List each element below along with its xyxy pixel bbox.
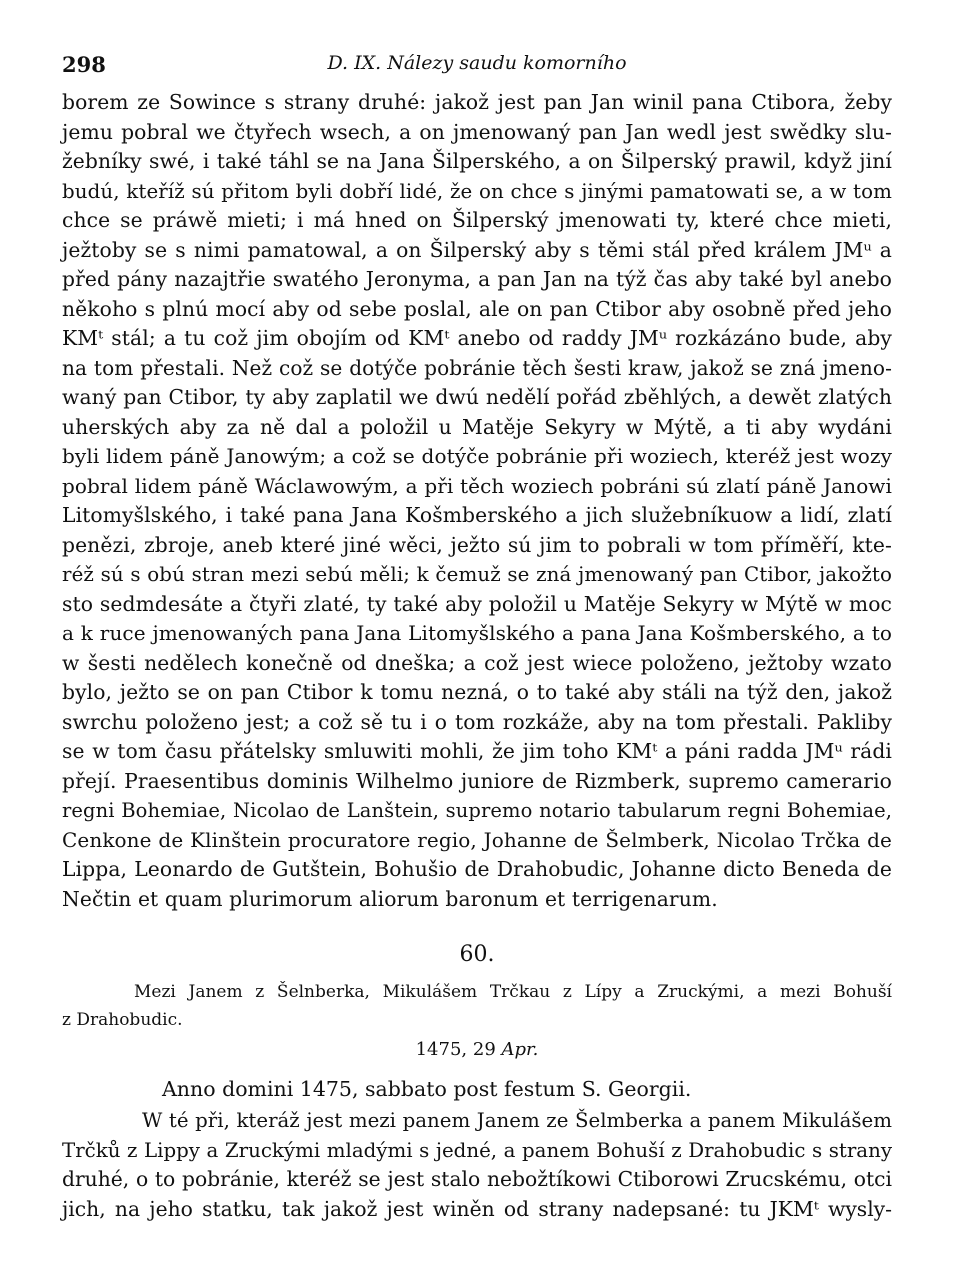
text-line: bylo, ježto se on pan Ctibor k tomu nezná, o to také aby stáli na týž den, jakož (62, 680, 892, 704)
text-line: sto sedmdesáte a čtyři zlaté, ty také aby položil u Matěje Sekyry w Mýtě w moc (62, 591, 892, 616)
text-line: swrchu položeno jest; a což sě tu i o tom rozkáže, aby na tom přestali. Pakliby (62, 709, 892, 734)
text-line: Litomyšlského, i také pana Jana Košmberského a jich služebníkuow a lidí, zlatí (62, 503, 892, 527)
document-date (62, 1036, 892, 1064)
document-regest (62, 978, 892, 1034)
text-line: druhé, o to pobránie, kteréž se jest stalo nebožtíkowi Ctiborowi Zrucskému, otci (62, 1167, 892, 1191)
date-year: 1475, 29 (415, 1039, 496, 1060)
page-number: 298 (62, 52, 106, 77)
text-line: byli lidem páně Janowým; a což se dotýče pobránie při woziech, kteréž jest wozy (62, 444, 892, 468)
text-line: přejí. Praesentibus dominis Wilhelmo juniore de Rizmberk, supremo camerario (62, 768, 892, 793)
text-line: budú, kteříž sú přitom byli dobří lidé, že on chce s jinými pamatowati se, a w tom (62, 179, 892, 203)
document-paragraph (62, 1106, 892, 1224)
text-line: W té při, kteráž jest mezi panem Janem ze Šelmberka a panem Mikulášem (142, 1109, 892, 1132)
text-line: jich, na jeho statku, tak jakož jest winěn od strany nadepsané: tu JKMᵗ wysly- (62, 1196, 892, 1221)
running-title: D. IX. Nálezy saudu komorního (327, 52, 627, 74)
text-line: waný pan Ctibor, ty aby zaplatil we dwú nedělí pořád zběhlých, a dewět zlatých (62, 385, 892, 409)
running-head (62, 44, 892, 84)
regest-line: z Drahobudic. (62, 1010, 183, 1030)
text-line: Lippa, Leonardo de Gutštein, Bohušio de Drahobudic, Johanne dicto Beneda de (62, 857, 892, 881)
text-line: ježtoby se s nimi pamatowal, a on Šilperský aby s těmi stál před králem JMᵘ a (62, 237, 892, 262)
text-line: chce se práwě mieti; i má hned on Šilperský jmenowati ty, které chce mieti, (62, 208, 892, 232)
text-line: někoho s plnú mocí aby od sebe poslal, ale on pan Ctibor aby osobně před jeho (62, 296, 892, 321)
text-line: Nečtin et quam plurimorum aliorum baronum et terrigenarum. (62, 886, 718, 911)
text-line: Trčků z Lippy a Zruckými mladými s jedné, a panem Bohuší z Drahobudic s strany (62, 1138, 892, 1162)
text-line: uherských aby za ně dal a položil u Matěje Sekyry w Mýtě, a ti aby wydáni (62, 414, 892, 439)
date-month: Apr. (501, 1039, 539, 1060)
text-line: réž sú s obú stran mezi sebú měli; k čemuž se zná jmenowaný pan Ctibor, jakožto (62, 563, 892, 586)
text-line: jemu pobral we čtyřech wsech, a on jmenowaný pan Jan wedl jest swědky slu- (62, 119, 892, 144)
text-line: před pány nazajtřie swatého Jeronyma, a pan Jan na týž čas aby také byl anebo (62, 267, 892, 291)
document-number: 60. (459, 942, 495, 967)
main-text (62, 88, 892, 914)
text-line: regni Bohemiae, Nicolao de Lanštein, supremo notario tabularum regni Bohemiae, (62, 799, 892, 822)
text-line: borem ze Sowince s strany druhé: jakož jest pan Jan winil pana Ctibora, žeby (62, 90, 892, 114)
text-line: Cenkone de Klinštein procuratore regio, Johanne de Šelmberk, Nicolao Trčka de (62, 827, 892, 852)
text-line: na tom přestali. Než což se dotýče pobránie těch šesti kraw, jakož se zná jmeno- (62, 355, 892, 380)
text-line: žebníky swé, i také táhl se na Jana Šilperského, a on Šilperský prawil, když jiní (62, 149, 892, 173)
text-line: KMᵗ stál; a tu což jim obojím od KMᵗ anebo od raddy JMᵘ rozkázáno bude, aby (62, 326, 892, 350)
text-line: w šesti nedělech konečně od dneška; a což jest wiece položeno, ježtoby wzato (62, 650, 892, 675)
text-line: se w tom času přátelsky smluwiti mohli, že jim toho KMᵗ a páni radda JMᵘ rádi (62, 739, 892, 763)
regest-line: Mezi Janem z Šelnberka, Mikulášem Trčkau z Lípy a Zruckými, a mezi Bohuší (134, 982, 892, 1002)
text-line: penězi, zbroje, aneb které jiné wěci, ježto sú jim to pobrali w tom příměří, kte- (62, 532, 892, 557)
opening-line: Anno domini 1475, sabbato post festum S. Georgii. (162, 1077, 692, 1101)
text-line: pobral lidem páně Wáclawowým, a při těch woziech pobráni sú zlatí páně Janowi (62, 473, 892, 498)
text-line: a k ruce jmenowaných pana Jana Litomyšlského a pana Jana Košmberského, a to (62, 621, 892, 645)
